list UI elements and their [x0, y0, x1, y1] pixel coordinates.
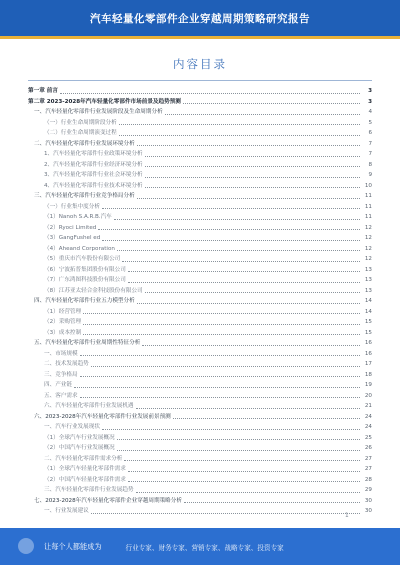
toc-entry-page: 5 [368, 119, 372, 126]
dot-leader [117, 438, 360, 440]
toc-entry[interactable] [28, 244, 372, 255]
toc-entry-page: 16 [364, 340, 372, 346]
toc-entry-page: 30 [364, 497, 372, 504]
dot-leader [145, 176, 360, 178]
toc-entry-page: 3 [368, 98, 372, 105]
toc-entry-title: 4、汽车轻量化零部件行业技术环境分析 [44, 182, 143, 189]
table-of-contents [28, 86, 372, 517]
dot-leader [80, 354, 360, 356]
toc-entry-page: 27 [364, 466, 372, 472]
toc-entry-page: 11 [364, 203, 372, 210]
dot-leader [145, 165, 360, 167]
toc-entry-title: （2）Ryoci Limited [44, 224, 97, 231]
toc-entry-page: 12 [364, 235, 372, 241]
toc-entry-title: 二、汽车轻量化零部件行业发展环境分析 [34, 140, 135, 147]
toc-entry-title: （2）中国汽车行业发展概况 [44, 445, 115, 451]
toc-entry[interactable] [28, 485, 372, 496]
toc-entry-title: （7）广东鸿图科技股份有限公司 [44, 277, 126, 283]
toc-entry[interactable] [28, 506, 372, 517]
toc-entry[interactable] [28, 149, 372, 160]
dot-leader [102, 239, 360, 241]
toc-entry[interactable] [28, 443, 372, 454]
toc-entry[interactable] [28, 139, 372, 150]
toc-entry[interactable] [28, 412, 372, 423]
toc-entry[interactable] [28, 464, 372, 475]
toc-entry[interactable] [28, 160, 372, 171]
dot-leader [145, 155, 360, 157]
toc-entry[interactable] [28, 181, 372, 192]
toc-entry[interactable] [28, 401, 372, 412]
toc-entry-title: 一、市场规模 [44, 350, 78, 357]
toc-entry-title: （2）中国汽车轻量化零部件需求 [44, 476, 126, 483]
toc-entry-page: 14 [364, 308, 372, 315]
toc-entry[interactable] [28, 233, 372, 244]
toc-entry-page: 28 [364, 476, 372, 483]
toc-entry[interactable] [28, 97, 372, 108]
toc-entry-title: 第一章 前言 [28, 88, 58, 94]
toc-entry[interactable] [28, 317, 372, 328]
toc-entry[interactable] [28, 223, 372, 234]
dot-leader [102, 428, 360, 430]
dot-leader [165, 113, 360, 115]
toc-entry-title: （2）采购管理 [44, 319, 82, 325]
dot-leader [183, 102, 360, 104]
toc-divider [28, 80, 372, 81]
toc-entry-page: 14 [364, 298, 372, 304]
toc-entry-page: 12 [364, 224, 372, 231]
dot-leader [80, 375, 360, 377]
toc-entry[interactable] [28, 86, 372, 97]
dot-leader [83, 312, 360, 314]
toc-entry-title: 第二章 2023-2028年汽车轻量化零部件市场前景及趋势预测 [28, 98, 181, 105]
toc-entry-page: 15 [364, 319, 372, 325]
toc-entry-title: 七、2023-2028年汽车轻量化零部件企业穿越周期策略分析 [34, 497, 182, 504]
toc-entry-title: 三、汽车轻量化零部件行业竞争格局分析 [34, 193, 135, 199]
toc-entry-page: 21 [364, 403, 372, 409]
toc-entry-title: （5）重庆市汽车股份有限公司 [44, 256, 121, 262]
toc-entry-title: （1）Nanoh S.A.R.B.汽车 [44, 214, 112, 220]
page-number: 1 [345, 513, 349, 519]
header-accent-bar [0, 36, 400, 39]
toc-entry[interactable] [28, 359, 372, 370]
toc-entry[interactable] [28, 202, 372, 213]
dot-leader [102, 207, 360, 209]
toc-entry-page: 12 [364, 245, 372, 252]
dot-leader [91, 512, 360, 514]
toc-title: 内容目录 [173, 57, 227, 71]
toc-entry-title: 二、汽车轻量化零部件需求分析 [44, 455, 123, 462]
dot-leader [142, 344, 360, 346]
toc-entry-page: 13 [364, 287, 372, 294]
toc-entry-page: 17 [364, 361, 372, 367]
dot-leader [119, 123, 360, 125]
toc-entry-title: 六、汽车轻量化零部件行业发展机遇 [44, 403, 134, 409]
toc-entry-page: 27 [364, 455, 372, 462]
toc-entry-title: （1）全球汽车轻量化零部件需求 [44, 466, 126, 472]
report-title: 汽车轻量化零部件企业穿越周期策略研究报告 [90, 12, 310, 25]
footer-banner [0, 528, 400, 565]
dot-leader [137, 144, 360, 146]
toc-entry[interactable] [28, 422, 372, 433]
dot-leader [117, 249, 360, 251]
toc-entry-page: 25 [364, 434, 372, 441]
footer-tagline: 行业专家、财务专家、营销专家、战略专家、投资专家 [125, 543, 284, 552]
toc-entry-page: 11 [364, 214, 372, 220]
toc-entry-page: 9 [368, 172, 372, 178]
toc-entry-title: （二）行业生命周期演变过程 [44, 130, 117, 136]
dot-leader [145, 291, 360, 293]
dot-leader [122, 260, 360, 262]
dot-leader [128, 270, 360, 272]
dot-leader [124, 459, 360, 461]
toc-entry[interactable] [28, 349, 372, 360]
toc-entry[interactable] [28, 128, 372, 139]
toc-entry-title: 一、汽车行业发展现状 [44, 424, 100, 430]
dot-leader [137, 197, 360, 199]
toc-entry[interactable] [28, 107, 372, 118]
toc-entry[interactable] [28, 275, 372, 286]
toc-entry-page: 4 [368, 109, 372, 115]
dot-leader [136, 491, 360, 493]
toc-entry[interactable] [28, 170, 372, 181]
toc-entry[interactable] [28, 212, 372, 223]
toc-entry-page: 8 [368, 161, 372, 168]
toc-entry-page: 7 [368, 140, 372, 147]
toc-entry-title: （6）宁波拓普集团股份有限公司 [44, 266, 126, 273]
toc-entry-title: （1）全球汽车行业发展概况 [44, 434, 115, 441]
toc-entry-page: 6 [368, 130, 372, 136]
toc-entry-title: （1）经营管理 [44, 308, 82, 315]
dot-leader [128, 281, 360, 283]
toc-entry-page: 15 [364, 329, 372, 336]
footer-slogan: 让每个人都能成为 [44, 541, 102, 551]
toc-entry-title: 3、汽车轻量化零部件行业社会环境分析 [44, 172, 143, 178]
toc-entry[interactable] [28, 307, 372, 318]
toc-entry-title: 1、汽车轻量化零部件行业政策环境分析 [44, 151, 143, 157]
toc-entry[interactable] [28, 433, 372, 444]
toc-entry-page: 12 [364, 256, 372, 262]
dot-leader [83, 323, 360, 325]
toc-entry-page: 7 [368, 151, 372, 157]
toc-entry-title: （4）Aheand Corporation [44, 245, 115, 252]
toc-entry-page: 20 [364, 392, 372, 399]
toc-entry-title: 2、汽车轻量化零部件行业经济环境分析 [44, 161, 143, 168]
dot-leader [91, 365, 360, 367]
toc-entry-page: 16 [364, 350, 372, 357]
toc-entry-title: （3）成本控制 [44, 329, 82, 336]
toc-entry-title: 二、技术发展趋势 [44, 361, 89, 367]
toc-entry-title: （8）江苏亚太轻合金科技股份有限公司 [44, 287, 143, 294]
toc-entry[interactable] [28, 328, 372, 339]
toc-entry-title: 四、汽车轻量化零部件行业五力模型分析 [34, 298, 135, 304]
toc-entry[interactable] [28, 265, 372, 276]
dot-leader [60, 92, 360, 94]
dot-leader [184, 501, 360, 503]
toc-entry[interactable] [28, 496, 372, 507]
toc-entry-title: 五、客户需求 [44, 392, 78, 399]
toc-entry[interactable] [28, 191, 372, 202]
dot-leader [83, 333, 360, 335]
dot-leader [145, 186, 360, 188]
toc-entry-page: 18 [364, 371, 372, 378]
toc-entry-page: 24 [364, 424, 372, 430]
toc-entry-title: （一）行业集中度分析 [44, 203, 100, 210]
toc-entry-page: 30 [364, 508, 372, 514]
dot-leader [74, 386, 360, 388]
toc-entry-title: （一）行业生命周期阶段分析 [44, 119, 117, 126]
toc-entry-page: 13 [364, 266, 372, 273]
toc-entry-title: 五、汽车轻量化零部件行业周期性特征分析 [34, 340, 141, 346]
dot-leader [98, 228, 360, 230]
dot-leader [119, 134, 360, 136]
toc-entry-title: 四、产业链 [44, 382, 72, 388]
toc-entry[interactable] [28, 370, 372, 381]
toc-entry-page: 3 [368, 88, 372, 94]
toc-entry-title: 三、竞争格局 [44, 371, 78, 378]
toc-entry-title: 三、汽车轻量化零部件行业发展趋势 [44, 487, 134, 493]
dot-leader [137, 302, 360, 304]
toc-entry[interactable] [28, 296, 372, 307]
toc-entry[interactable] [28, 338, 372, 349]
toc-entry-page: 13 [364, 277, 372, 283]
toc-entry[interactable] [28, 475, 372, 486]
toc-entry[interactable] [28, 380, 372, 391]
toc-entry-page: 19 [364, 382, 372, 388]
dot-leader [117, 449, 360, 451]
dot-leader [136, 407, 360, 409]
dot-leader [128, 480, 360, 482]
logo-icon [18, 538, 34, 554]
toc-entry-page: 11 [364, 193, 372, 199]
report-header [0, 0, 400, 36]
toc-entry-page: 24 [364, 413, 372, 420]
dot-leader [80, 396, 360, 398]
toc-entry-title: 一、行业发展建议 [44, 508, 89, 514]
toc-entry[interactable] [28, 286, 372, 297]
toc-entry[interactable] [28, 454, 372, 465]
toc-entry-title: 一、汽车轻量化零部件行业发展阶段及生命周期分析 [34, 109, 163, 115]
toc-entry-page: 10 [364, 182, 372, 189]
toc-entry[interactable] [28, 254, 372, 265]
toc-entry[interactable] [28, 391, 372, 402]
toc-entry-title: （3）GangFushel ed [44, 235, 101, 241]
dot-leader [128, 470, 360, 472]
dot-leader [114, 218, 360, 220]
toc-entry-page: 26 [364, 445, 372, 451]
toc-entry[interactable] [28, 118, 372, 129]
toc-entry-title: 六、2023-2028年汽车轻量化零部件行业发展前景预测 [34, 413, 171, 420]
dot-leader [173, 417, 360, 419]
toc-entry-page: 29 [364, 487, 372, 493]
